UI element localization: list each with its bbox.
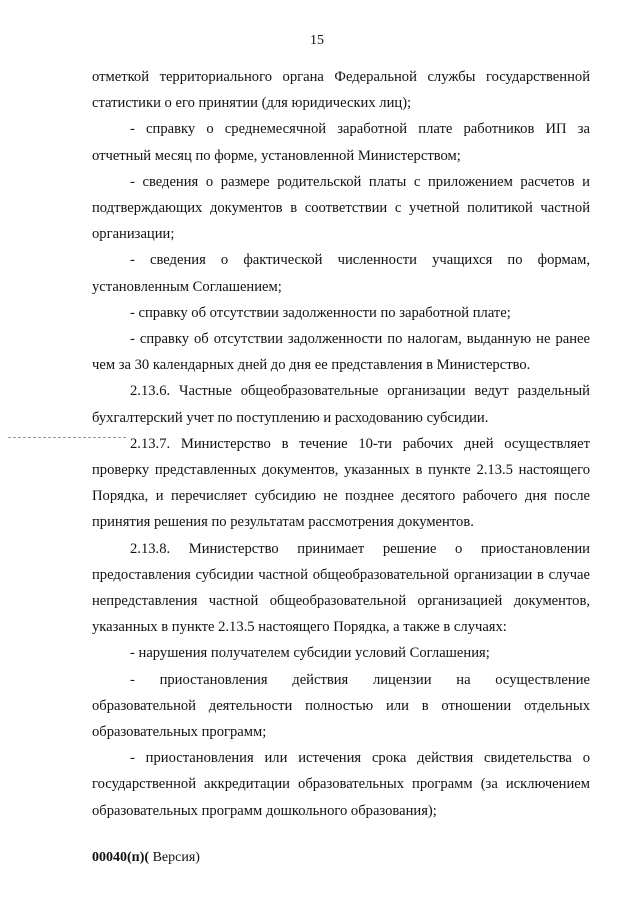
clause-2-13-7: 2.13.7. Министерство в течение 10-ти рабочих дней осуществляет проверку представленных документов, указанных в пункте 2.13.5 настоящего Порядка, и перечисляет субсидию не позднее десятого рабочего дня после принятия решения по результатам рассмотрения документов. [92, 435, 590, 531]
list-item-agreement-violation: - нарушения получателем субсидии условий Соглашения; [130, 645, 490, 662]
list-item-accreditation: - приостановления или истечения срока действия свидетельства о государственной аккредитации образовательных программ (за исключением образовательных программ дошкольного образования); [92, 750, 590, 819]
footer-code: 00040(п)( [92, 850, 150, 865]
list-item-license-suspension: - приостановления действия лицензии на осуществление образовательной деятельности полностью или в отношении отдельных образовательных программ; [92, 671, 590, 741]
page-number: 15 [310, 33, 324, 48]
document-body [92, 64, 590, 824]
list-item-student-count: - сведения о фактической численности учащихся по формам, установленным Соглашением; [92, 252, 590, 295]
list-item-salary-certificate: - справку о среднемесячной заработной плате работников ИП за отчетный месяц по форме, установленной Министерством; [92, 121, 590, 164]
footer-version: Версия) [149, 850, 200, 865]
document-footer [92, 850, 200, 866]
list-item-no-wage-debt: - справку об отсутствии задолженности по заработной плате; [130, 304, 511, 321]
paragraph-continuation: отметкой территориального органа Федеральной службы государственной статистики о его принятии (для юридических лиц); [92, 69, 590, 112]
clause-2-13-8: 2.13.8. Министерство принимает решение о приостановлении предоставления субсидии частной общеобразовательной организации в случае непредставления частной общеобразовательной организацией документов, указанных в пункте 2.13.5 настоящего Порядка, а также в случаях: [92, 540, 590, 636]
clause-2-13-6: 2.13.6. Частные общеобразовательные организации ведут раздельный бухгалтерский учет по поступлению и расходованию субсидии. [92, 383, 590, 426]
list-item-no-tax-debt: - справку об отсутствии задолженности по налогам, выданную не ранее чем за 30 календарных дней до дня ее представления в Министерство. [92, 331, 590, 374]
list-item-parental-fee: - сведения о размере родительской платы с приложением расчетов и подтверждающих документов в соответствии с учетной политикой частной организации; [92, 173, 590, 243]
